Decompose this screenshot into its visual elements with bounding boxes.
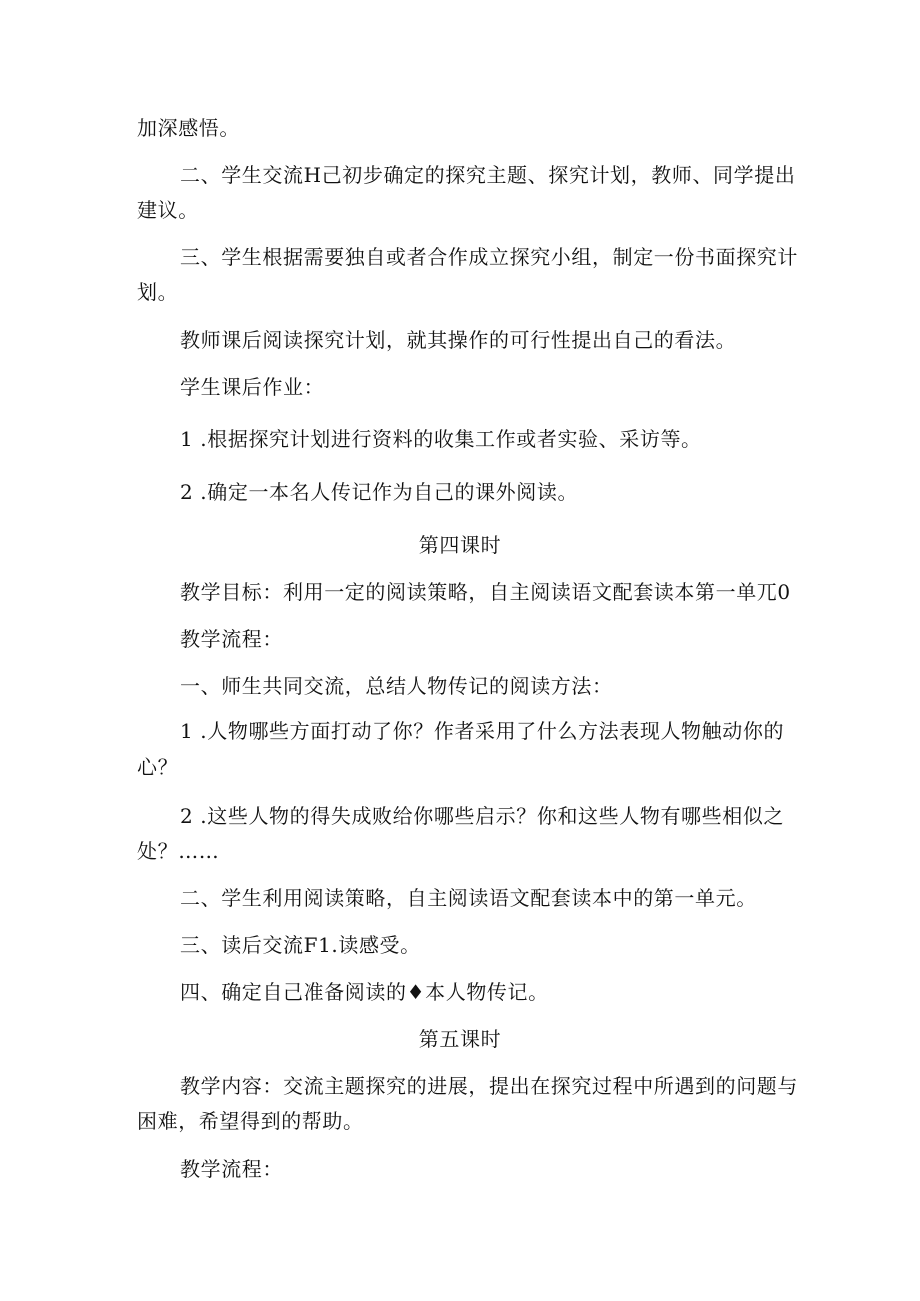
list-item: 1 .根据探究计划进行资料的收集工作或者实验、采访等。 xyxy=(180,427,702,451)
paragraph-line: 一、师生共同交流，总结人物传记的阅读方法： xyxy=(180,674,613,698)
section-heading: 第五课时 xyxy=(418,1027,502,1051)
paragraph-line: 三、学生根据需要独自或者合作成立探究小组，制定一份书面探究计 xyxy=(180,245,798,269)
list-item: 1 .人物哪些方面打动了你？作者采用了什么方法表现人物触动你的 xyxy=(180,719,785,743)
paragraph-line: 教学流程： xyxy=(180,1157,283,1181)
paragraph-line: 困难，希望得到的帮助。 xyxy=(137,1109,364,1133)
paragraph-line: 教学流程： xyxy=(180,627,283,651)
paragraph-line: 教师课后阅读探究计划，就其操作的可行性提出自己的看法。 xyxy=(180,328,737,352)
section-heading: 第四课时 xyxy=(418,533,502,557)
paragraph-line: 二、学生利用阅读策略，自主阅读语文配套读本中的第一单元。 xyxy=(180,886,757,910)
paragraph-line: 教学内容：交流主题探究的进展，提出在探究过程中所遇到的问题与 xyxy=(180,1074,798,1098)
paragraph-line: 学生课后作业： xyxy=(180,375,325,399)
list-item: 2 .这些人物的得失成败给你哪些启示？你和这些人物有哪些相似之 xyxy=(180,804,785,828)
list-item-continuation: 心？ xyxy=(137,755,179,779)
paragraph-line: 加深感悟。 xyxy=(137,116,240,140)
paragraph-line: 四、确定自己准备阅读的♦本人物传记。 xyxy=(180,980,549,1004)
list-item-continuation: 处？…… xyxy=(137,839,220,863)
paragraph-line: 二、学生交流H己初步确定的探究主题、探究计划，教师、同学提出 xyxy=(180,163,796,187)
paragraph-line: 建议。 xyxy=(137,198,199,222)
paragraph-line: 划。 xyxy=(137,280,179,304)
list-item: 2 .确定一本名人传记作为自己的课外阅读。 xyxy=(180,480,579,504)
paragraph-line: 教学目标：利用一定的阅读策略，自主阅读语文配套读本第一单兀0 xyxy=(180,580,791,604)
paragraph-line: 三、读后交流F1.读感受。 xyxy=(180,933,421,957)
